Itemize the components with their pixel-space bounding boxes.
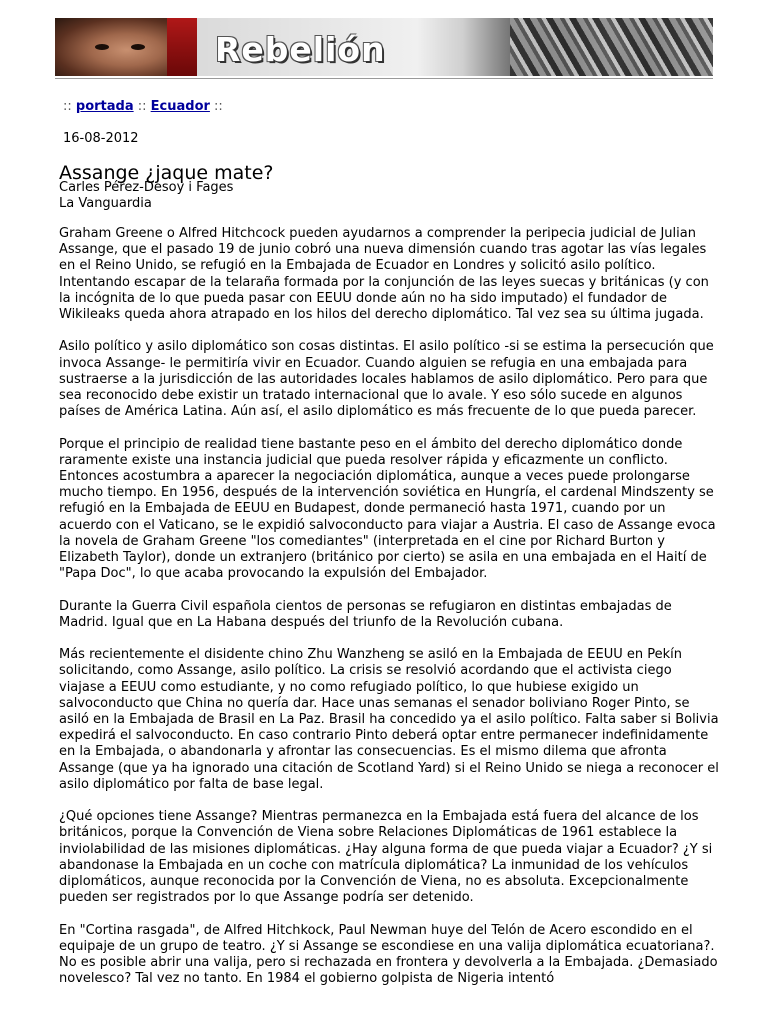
- article-source: La Vanguardia: [59, 196, 152, 211]
- article-author: Carles Pérez-Desoy i Fages: [59, 180, 234, 195]
- breadcrumb: [63, 99, 223, 114]
- article-byline: [59, 180, 233, 212]
- banner-red-strip: [167, 18, 197, 76]
- article-paragraph: ¿Qué opciones tiene Assange? Mientras permanezca en la Embajada está fuera del alcance de los británicos, porque la Convención de Viena sobre Relaciones Diplomáticas de 1961 establece la inviolabilidad de las misiones diplomáticas. ¿Hay alguna forma de que pueda viajar a Ecuador? ¿Y si abandonase la Embajada en un coche con matrícula diplomática? La inmunidad de los vehículos diplomáticos, aunque reconocida por la Convención de Viena, no es absoluta. Excepcionalmente pueden ser registrados por lo que Assange podría ser detenido.: [59, 809, 713, 906]
- breadcrumb-link-ecuador[interactable]: Ecuador: [150, 99, 210, 114]
- breadcrumb-sep: ::: [63, 99, 76, 114]
- article-title: Assange ¿jaque mate?: [59, 162, 274, 184]
- header-divider: [55, 78, 713, 79]
- article-paragraph: Asilo político y asilo diplomático son cosas distintas. El asilo político -si se estima la persecución que invoca Assange- le permitiría vivir en Ecuador. Cuando alguien se refugia en una embajada para sustraerse a la jurisdicción de las autoridades locales hablamos de asilo diplomático. Pero para que sea reconocido debe existir un tratado internacional que lo avale. Y eso sólo sucede en algunos países de América Latina. Aún así, el asilo diplomático es más frecuente de lo que pueda parecer.: [59, 339, 714, 420]
- article-paragraph: Porque el principio de realidad tiene bastante peso en el ámbito del derecho diplomático donde raramente existe una instancia judicial que pueda resolver rápida y eficazmente un conflicto. Entonces acostumbra a aparecer la negociación diplomática, aunque a veces puede prolongarse mucho tiempo. En 1956, después de la intervención soviética en Hungría, el cardenal Mindszenty se refugió en la Embajada de EEUU en Budapest, donde permaneció hasta 1971, cuando por un acuerdo con el Vaticano, se le expidió salvoconducto para viajar a Austria. El caso de Assange evoca la novela de Graham Greene "los comediantes" (interpretada en el cine por Richard Burton y Elizabeth Taylor), donde un extranjero (británico por cierto) se asila en una embajada en el Haití de "Papa Doc", lo que acaba provocando la expulsión del Embajador.: [59, 436, 716, 582]
- breadcrumb-sep: ::: [133, 99, 151, 114]
- breadcrumb-link-portada[interactable]: portada: [75, 99, 134, 114]
- banner-face-photo: [55, 18, 185, 76]
- article-paragraph: Graham Greene o Alfred Hitchcock pueden ayudarnos a comprender la peripecia judicial de Julian Assange, que el pasado 19 de junio cobró una nueva dimensión cuando tras agotar las vías legales en el Reino Unido, se refugió en la Embajada de Ecuador en Londres y solicitó asilo político. Intentando escapar de la telaraña formada por la conjunción de las leyes suecas y británicas (y con la incógnita de lo que pueda pasar con EEUU donde aún no ha sido imputado) el fundador de Wikileaks queda ahora atrapado en los hilos del derecho diplomático. Tal vez sea su última jugada.: [59, 226, 709, 323]
- breadcrumb-sep: ::: [209, 99, 223, 114]
- banner-photo-collage: [510, 18, 713, 76]
- article-date: 16-08-2012: [63, 131, 139, 146]
- article-paragraph: En "Cortina rasgada", de Alfred Hitchkock, Paul Newman huye del Telón de Acero escondido en el equipaje de un grupo de teatro. ¿Y si Assange se escondiese en una valija diplomática ecuatoriana?. No es posible abrir una valija, pero si rechazada en frontera y devolverla a la Embajada. ¿Demasiado novelesco? Tal vez no tanto. En 1984 el gobierno golpista de Nigeria intentó: [59, 922, 718, 987]
- site-logo[interactable]: Rebelión: [215, 30, 386, 69]
- site-banner[interactable]: [55, 18, 713, 76]
- article-paragraph: Más recientemente el disidente chino Zhu Wanzheng se asiló en la Embajada de EEUU en Pekín solicitando, como Assange, asilo político. La crisis se resolvió acordando que el activista ciego viajase a EEUU como estudiante, y no como refugiado político, lo que hubiese exigido un salvoconducto que China no quería dar. Hace unas semanas el senador boliviano Roger Pinto, se asiló en la Embajada de Brasil en La Paz. Brasil ha concedido ya el asilo político. Falta saber si Bolivia expedirá el salvoconducto. En caso contrario Pinto deberá optar entre permanecer indefinidamente en la Embajada, o abandonarla y afrontar las consecuencias. Es el mismo dilema que afronta Assange (que ya ha ignorado una citación de Scotland Yard) si el Reino Unido se niega a reconocer el asilo diplomático por falta de base legal.: [59, 647, 719, 792]
- article-body: [59, 226, 719, 1004]
- article-paragraph: Durante la Guerra Civil española cientos de personas se refugiaron en distintas embajadas de Madrid. Igual que en La Habana después del triunfo de la Revolución cubana.: [59, 598, 672, 630]
